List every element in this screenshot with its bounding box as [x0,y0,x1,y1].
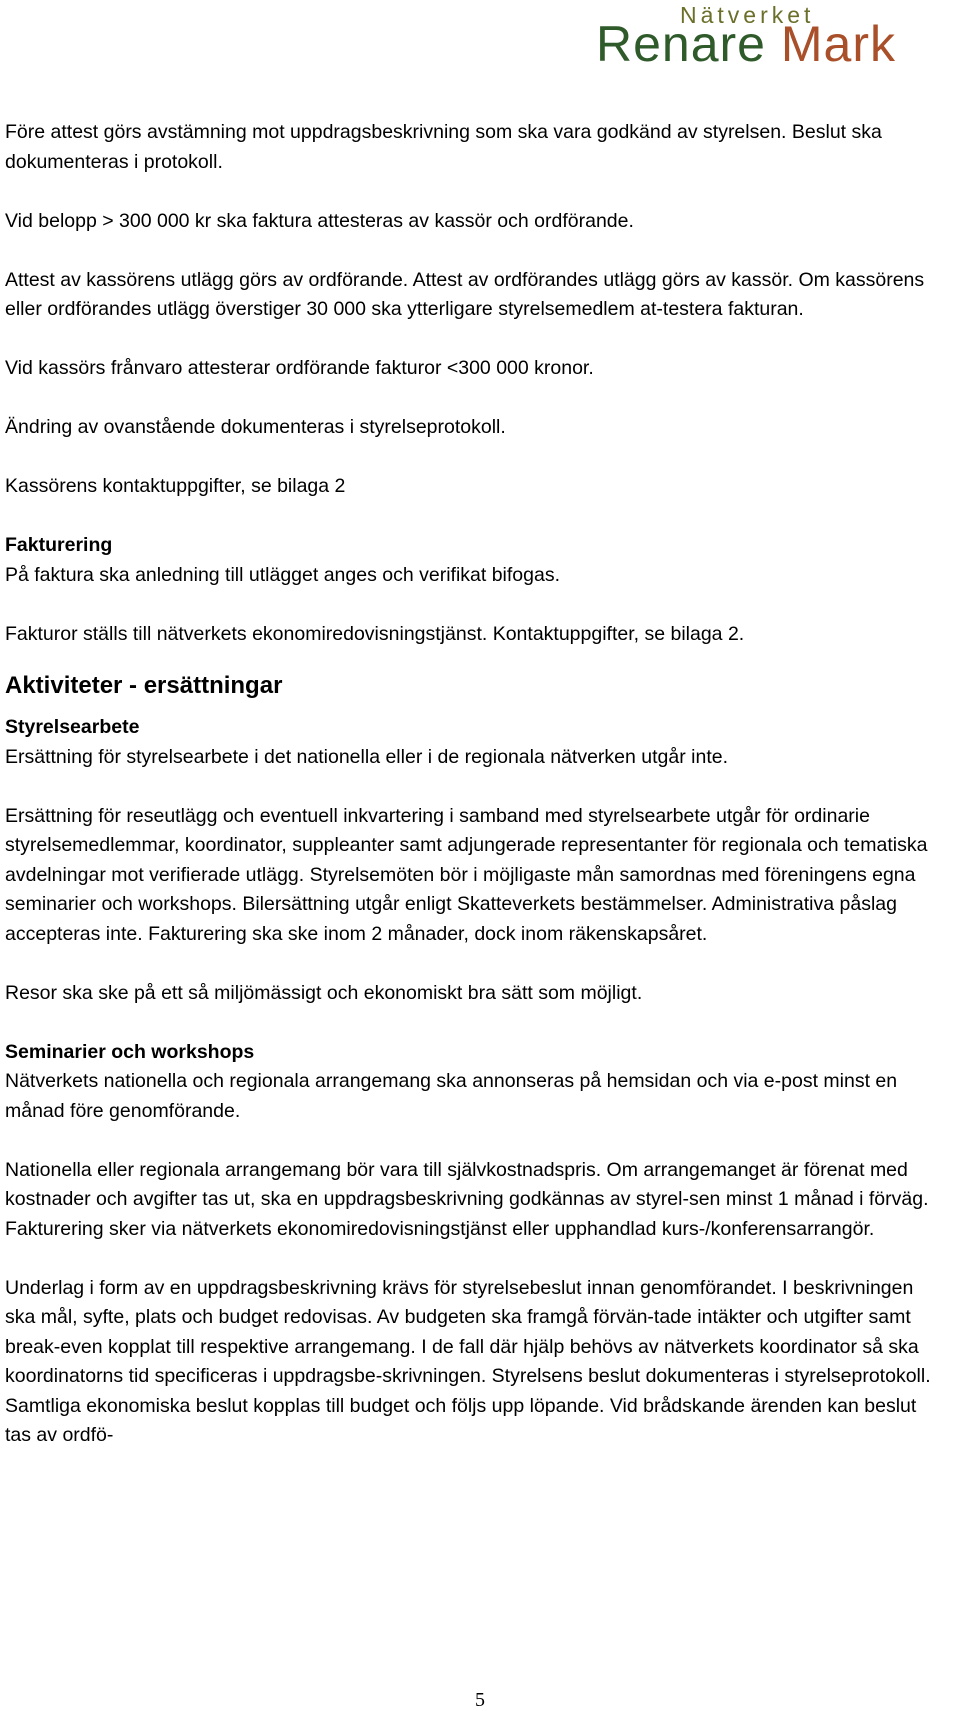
heading-styrelsearbete: Styrelsearbete [5,716,140,738]
paragraph-treasurer-contact: Kassörens kontaktuppgifter, se bilaga 2 [5,475,346,497]
paragraph-treasurer-absence: Vid kassörs frånvaro attesterar ordförande fakturor <300 000 kronor. [5,357,594,379]
logo-wordmark [596,18,896,70]
paragraph-travel-environment: Resor ska ske på ett så miljömässigt och ekonomiskt bra sätt som möjligt. [5,981,643,1004]
logo-top-line: Nätverket [680,2,815,28]
paragraph-invoice-recipient: Fakturor ställs till nätverkets ekonomiredovisningstjänst. Kontaktuppgifter, se bilaga 2. [5,622,745,645]
heading-aktiviteter: Aktiviteter - ersättningar [5,672,283,699]
logo-word-mark: Mark [780,16,897,72]
paragraph-events-basis: Underlag i form av en uppdragsbeskrivning krävs för styrelsebeslut innan genomförandet. I beskrivningen ska mål, syfte, plats och budget redovisas. Av budgeten ska framgå förvän-tade intäkter och utgifter samt break-even kopplat till respektive arrangemang. I de fall där hjälp behövs av nätverkets koordinator så ska koordinatorns tid specificeras i uppdragsbe-skrivningen. Styrelsens beslut dokumenteras i styrelseprotokoll. Samtliga ekonomiska beslut kopplas till budget och följs upp löpande. Vid brådskande ärenden kan beslut tas av ordfö- [5,1276,931,1446]
document-body [5,118,935,1451]
paragraph-attest-reconciliation: Före attest görs avstämning mot uppdragsbeskrivning som ska vara godkänd av styrelsen. Beslut ska dokumenteras i protokoll. [5,121,882,173]
paragraph-amount-limit: Vid belopp > 300 000 kr ska faktura attesteras av kassör och ordförande. [5,209,634,232]
heading-seminarier: Seminarier och workshops [5,1040,255,1063]
paragraph-events-announcement: Nätverkets nationella och regionala arrangemang ska annonseras på hemsidan och via e-post minst en månad före genomförande. [5,1070,898,1122]
page-number: 5 [475,1689,485,1711]
organization-logo [596,2,956,72]
paragraph-changes-documented: Ändring av ovanstående dokumenteras i styrelseprotokoll. [5,416,506,438]
paragraph-invoice-reason: På faktura ska anledning till utlägget anges och verifikat bifogas. [5,563,561,586]
paragraph-events-cost: Nationella eller regionala arrangemang bör vara till självkostnadspris. Om arrangemanget är förenat med kostnader och avgifter tas ut, ska en uppdragsbeskrivning godkännas av styrel-sen minst 1 månad i förväg. Fakturering sker via nätverkets ekonomiredovisningstjänst eller upphandlad kurs-/konferensarrangör. [5,1158,929,1240]
logo-word-renare: Renare [596,16,766,72]
paragraph-board-compensation: Ersättning för styrelsearbete i det nationella eller i de regionala nätverken utgår inte. [5,745,729,768]
paragraph-travel-expenses: Ersättning för reseutlägg och eventuell inkvartering i samband med styrelsearbete utgår för ordinarie styrelsemedlemmar, koordinator, suppleanter samt adjungerade representanter för regionala och tematiska avdelningar mot verifierade utlägg. Styrelsemöten bör i möjligaste mån samordnas med föreningens egna seminarier och workshops. Bilersättning utgår enligt Skatteverkets bestämmelser. Administrativa påslag accepteras inte. Fakturering ska ske inom 2 månader, dock inom räkenskapsåret. [5,804,928,945]
heading-fakturering: Fakturering [5,534,113,556]
paragraph-attest-expenses: Attest av kassörens utlägg görs av ordförande. Attest av ordförandes utlägg görs av kassör. Om kassörens eller ordförandes utlägg överstiger 30 000 ska ytterligare styrelsemedlem at-testera fakturan. [5,268,925,320]
